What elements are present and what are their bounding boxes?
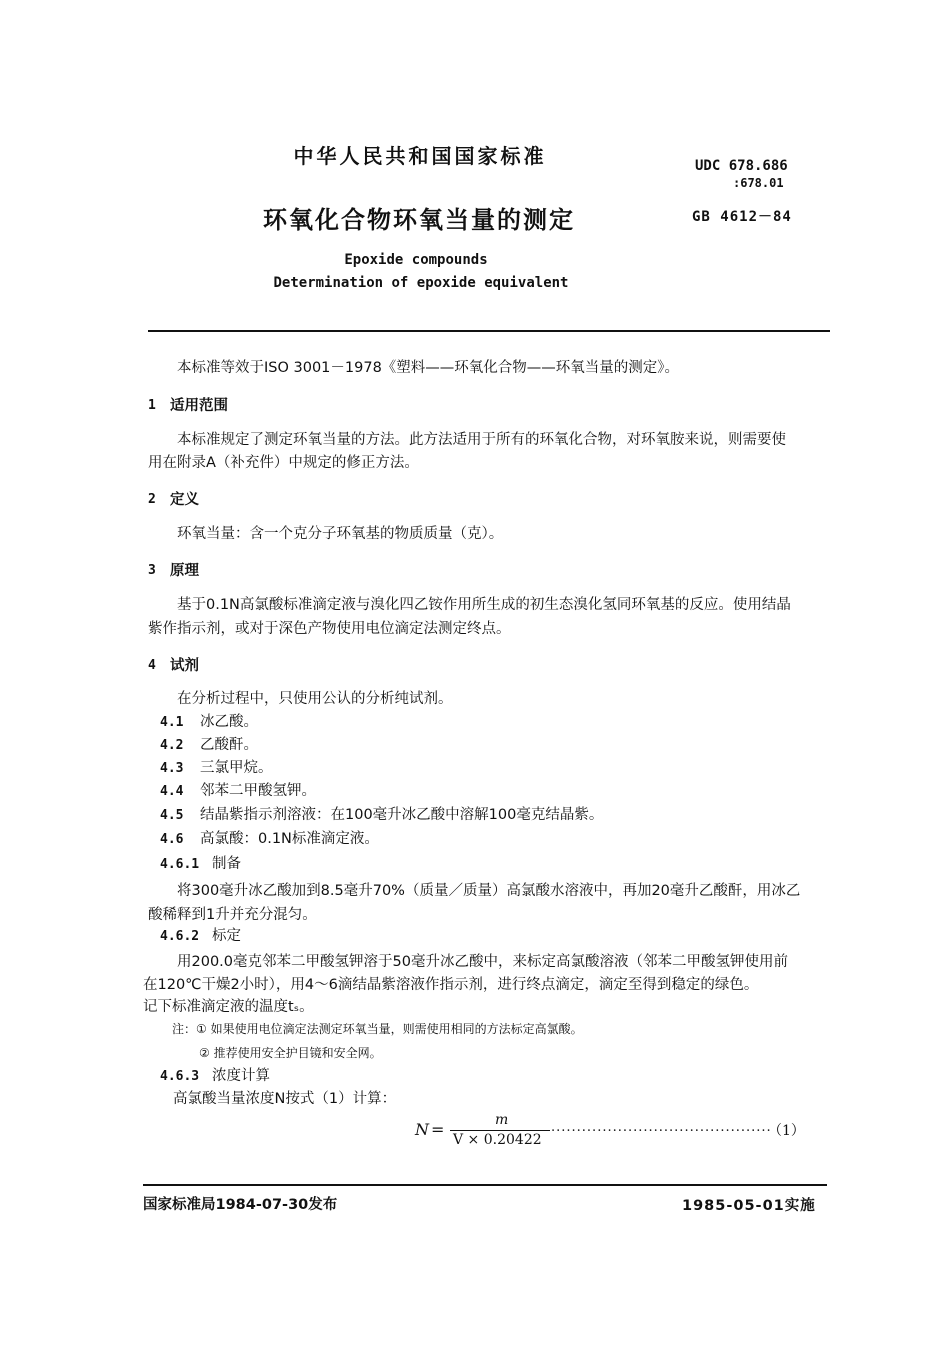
section-4-intro: 在分析过程中，只使用公认的分析纯试剂。 bbox=[177, 691, 453, 707]
section-3-line-2: 紫作指示剂，或对于深色产物使用电位滴定法测定终点。 bbox=[148, 621, 511, 637]
udc-code-sub: :678.01 bbox=[733, 176, 784, 190]
item-4-4-text: 邻苯二甲酸氢钾。 bbox=[200, 783, 316, 799]
subsection-4-6-1-number: 4.6.1 bbox=[160, 857, 200, 872]
gb-code: GB 4612－84 bbox=[692, 209, 792, 225]
item-4-6-text: 高氯酸：0.1N标准滴定液。 bbox=[200, 831, 379, 847]
section-1-title: 适用范围 bbox=[170, 398, 228, 414]
subsection-4-6-1-title: 制备 bbox=[212, 856, 241, 872]
subsection-4-6-2-line-2: 在120℃干燥2小时），用4～6滴结晶紫溶液作指示剂，进行终点滴定，滴定至得到稳定的绿色。 bbox=[143, 977, 759, 993]
item-4-5-text: 结晶紫指示剂溶液：在100毫升冰乙酸中溶解100毫克结晶紫。 bbox=[200, 807, 604, 823]
subsection-4-6-1-line-1: 将300毫升冰乙酸加到8.5毫升70%（质量／质量）高氯酸水溶液中，再加20毫升乙酸酐，用冰乙 bbox=[177, 883, 801, 899]
subsection-4-6-2-number: 4.6.2 bbox=[160, 929, 200, 944]
standard-org-title: 中华人民共和国国家标准 bbox=[293, 144, 547, 168]
item-4-1-text: 冰乙酸。 bbox=[200, 714, 258, 730]
item-4-3-number: 4.3 bbox=[160, 761, 184, 776]
english-title-1: Epoxide compounds bbox=[344, 252, 488, 268]
item-4-3-text: 三氯甲烷。 bbox=[200, 760, 273, 776]
subsection-4-6-2-line-1: 用200.0毫克邻苯二甲酸氢钾溶于50毫升冰乙酸中，来标定高氯酸溶液（邻苯二甲酸氢钾使用前 bbox=[177, 954, 788, 970]
section-4-number: 4 bbox=[148, 658, 156, 673]
english-title-2: Determination of epoxide equivalent bbox=[273, 275, 569, 291]
section-1-number: 1 bbox=[148, 398, 156, 413]
section-1-line-2: 用在附录A（补充件）中规定的修正方法。 bbox=[148, 455, 419, 471]
item-4-2-text: 乙酸酐。 bbox=[200, 737, 258, 753]
formula-lhs: N bbox=[415, 1120, 429, 1139]
effective-date: 1985-05-01实施 bbox=[682, 1198, 816, 1214]
formula-leader-dots: ........................................... bbox=[551, 1120, 772, 1135]
header-divider bbox=[148, 330, 830, 332]
section-2-title: 定义 bbox=[170, 492, 199, 508]
section-2-number: 2 bbox=[148, 492, 156, 507]
udc-code: UDC 678.686 bbox=[695, 158, 788, 174]
note-1: 注：① 如果使用电位滴定法测定环氧当量，则需使用相同的方法标定高氯酸。 bbox=[172, 1022, 583, 1036]
subsection-4-6-2-line-3: 记下标准滴定液的温度tₛ。 bbox=[143, 999, 314, 1015]
section-3-line-1: 基于0.1N高氯酸标准滴定液与溴化四乙铵作用所生成的初生态溴化氢同环氧基的反应。使用结晶 bbox=[177, 597, 791, 613]
section-2-line-1: 环氧当量：含一个克分子环氧基的物质质量（克）。 bbox=[177, 526, 504, 542]
section-3-number: 3 bbox=[148, 563, 156, 578]
formula-number: （1） bbox=[768, 1123, 805, 1139]
subsection-4-6-1-line-2: 酸稀释到1升并充分混匀。 bbox=[148, 907, 317, 923]
intro-text: 本标准等效于ISO 3001－1978《塑料——环氧化合物——环氧当量的测定》。 bbox=[177, 360, 680, 376]
footer-divider bbox=[143, 1184, 827, 1186]
section-1-line-1: 本标准规定了测定环氧当量的方法。此方法适用于所有的环氧化合物，对环氧胺来说，则需要使 bbox=[177, 432, 786, 448]
issue-date: 国家标准局1984-07-30发布 bbox=[143, 1197, 338, 1213]
subsection-4-6-3-line-1: 高氯酸当量浓度N按式（1）计算： bbox=[173, 1091, 397, 1107]
subsection-4-6-3-title: 浓度计算 bbox=[212, 1068, 270, 1084]
formula-1 bbox=[415, 1112, 805, 1156]
document-title: 环氧化合物环氧当量的测定 bbox=[263, 206, 575, 234]
item-4-6-number: 4.6 bbox=[160, 832, 184, 847]
subsection-4-6-3-number: 4.6.3 bbox=[160, 1069, 200, 1084]
formula-denominator: V × 0.20422 bbox=[453, 1132, 542, 1148]
subsection-4-6-2-title: 标定 bbox=[212, 928, 241, 944]
section-3-title: 原理 bbox=[170, 563, 199, 579]
item-4-1-number: 4.1 bbox=[160, 715, 184, 730]
fraction-bar bbox=[450, 1130, 550, 1131]
item-4-2-number: 4.2 bbox=[160, 738, 184, 753]
formula-equals: = bbox=[431, 1120, 445, 1139]
item-4-4-number: 4.4 bbox=[160, 784, 184, 799]
note-2: ② 推荐使用安全护目镜和安全网。 bbox=[199, 1046, 382, 1060]
formula-numerator: m bbox=[495, 1112, 509, 1128]
section-4-title: 试剂 bbox=[170, 658, 199, 674]
item-4-5-number: 4.5 bbox=[160, 808, 184, 823]
